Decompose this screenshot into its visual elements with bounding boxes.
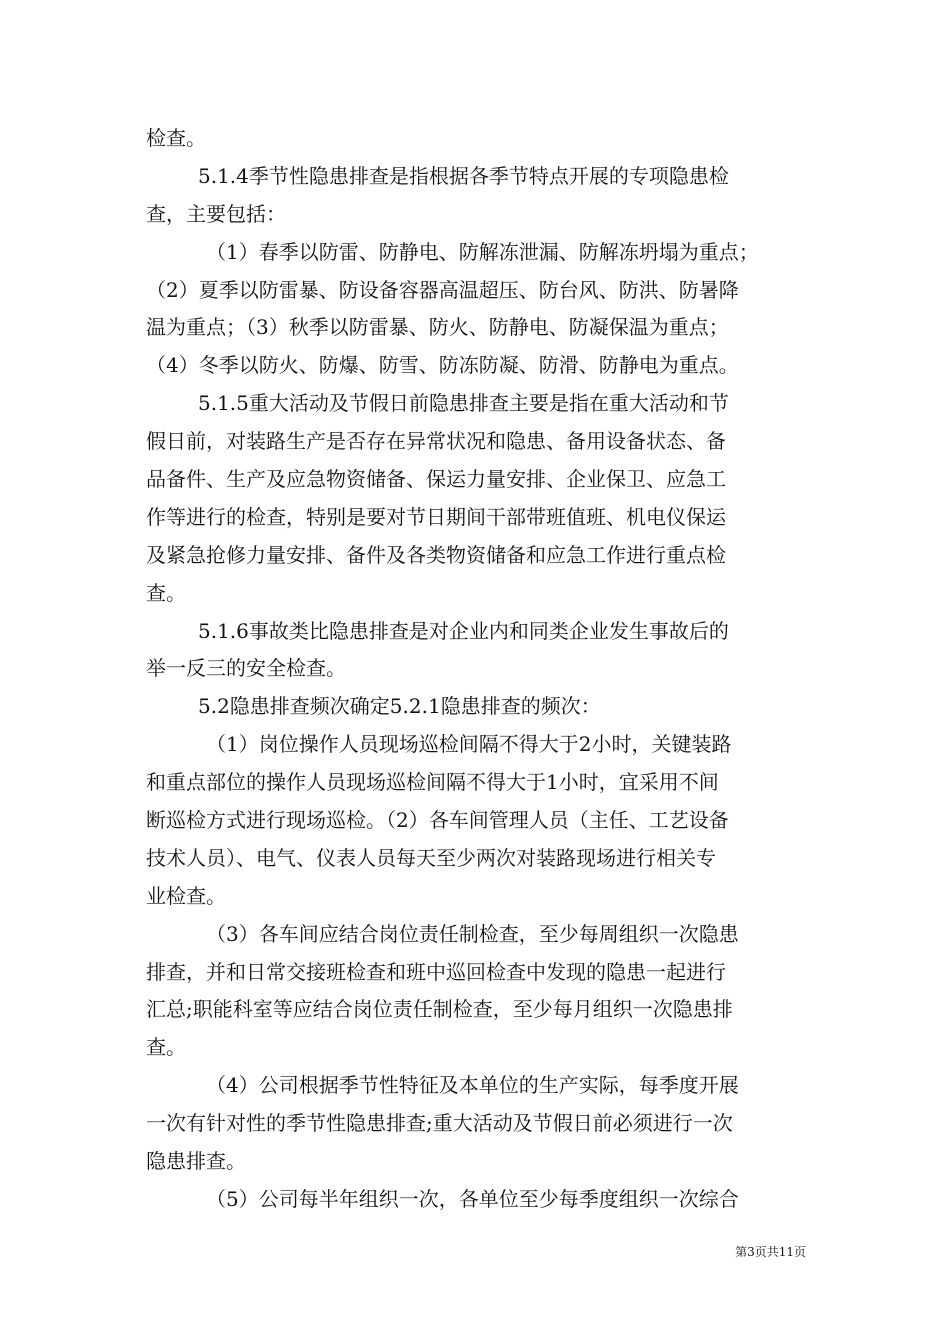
text-line: 一次有针对性的季节性隐患排查;重大活动及节假日前必须进行一次 — [146, 1111, 733, 1136]
text-line: 品备件、生产及应急物资储备、保运力量安排、企业保卫、应急工 — [146, 467, 726, 492]
page-number: 第3页共11页 — [735, 1245, 806, 1259]
text-line: 技术人员）、电气、仪表人员每天至少两次对装路现场进行相关专 — [146, 845, 716, 870]
text-line: 和重点部位的操作人员现场巡检间隔不得大于1小时，宜采用不间 — [146, 770, 719, 795]
text-line: 查，主要包括： — [146, 201, 286, 226]
text-line: 排查，并和日常交接班检查和班中巡回检查中发现的隐患一起进行 — [146, 959, 726, 984]
text-line: 隐患排查。 — [146, 1149, 246, 1174]
text-line: 举一反三的安全检查。 — [146, 656, 346, 681]
text-line: 断巡检方式进行现场巡检。（2）各车间管理人员（主任、工艺设备 — [146, 808, 729, 833]
text-line: （2）夏季以防雷暴、防设备容器高温超压、防台风、防洪、防暑降 — [146, 277, 739, 302]
text-line: 业检查。 — [146, 883, 226, 908]
text-line: 作等进行的检查，特别是要对节日期间干部带班值班、机电仪保运 — [146, 504, 726, 529]
text-line: （3）各车间应结合岗位责任制检查，至少每周组织一次隐患 — [206, 921, 739, 946]
text-line: 查。 — [146, 1035, 186, 1060]
text-line: （4）公司根据季节性特征及本单位的生产实际，每季度开展 — [206, 1073, 739, 1098]
text-line: 汇总;职能科室等应结合岗位责任制检查，至少每月组织一次隐患排 — [146, 997, 733, 1022]
text-line: 5.2隐患排查频次确定5.2.1隐患排查的频次： — [198, 694, 601, 719]
document-body — [146, 120, 806, 1219]
text-line: 假日前，对装路生产是否存在异常状况和隐患、备用设备状态、备 — [146, 429, 726, 454]
text-line: 5.1.5重大活动及节假日前隐患排查主要是指在重大活动和节 — [198, 391, 729, 416]
text-line: 及紧急抢修力量安排、备件及各类物资储备和应急工作进行重点检 — [146, 542, 726, 567]
text-line: （1）岗位操作人员现场巡检间隔不得大于2小时，关键装路 — [206, 732, 732, 757]
text-line: 温为重点；（3）秋季以防雷暴、防火、防静电、防凝保温为重点； — [146, 315, 729, 340]
text-line: 5.1.6事故类比隐患排查是对企业内和同类企业发生事故后的 — [198, 618, 729, 643]
text-line: 查。 — [146, 580, 186, 605]
text-line: 检查。 — [146, 126, 206, 150]
text-line: （5）公司每半年组织一次，各单位至少每季度组织一次综合 — [206, 1186, 739, 1211]
text-line: （4）冬季以防火、防爆、防雪、防冻防凝、防滑、防静电为重点。 — [146, 353, 739, 378]
text-line: （1）春季以防雷、防静电、防解冻泄漏、防解冻坍塌为重点； — [206, 239, 759, 264]
text-line: 5.1.4季节性隐患排查是指根据各季节特点开展的专项隐患检 — [198, 163, 729, 188]
